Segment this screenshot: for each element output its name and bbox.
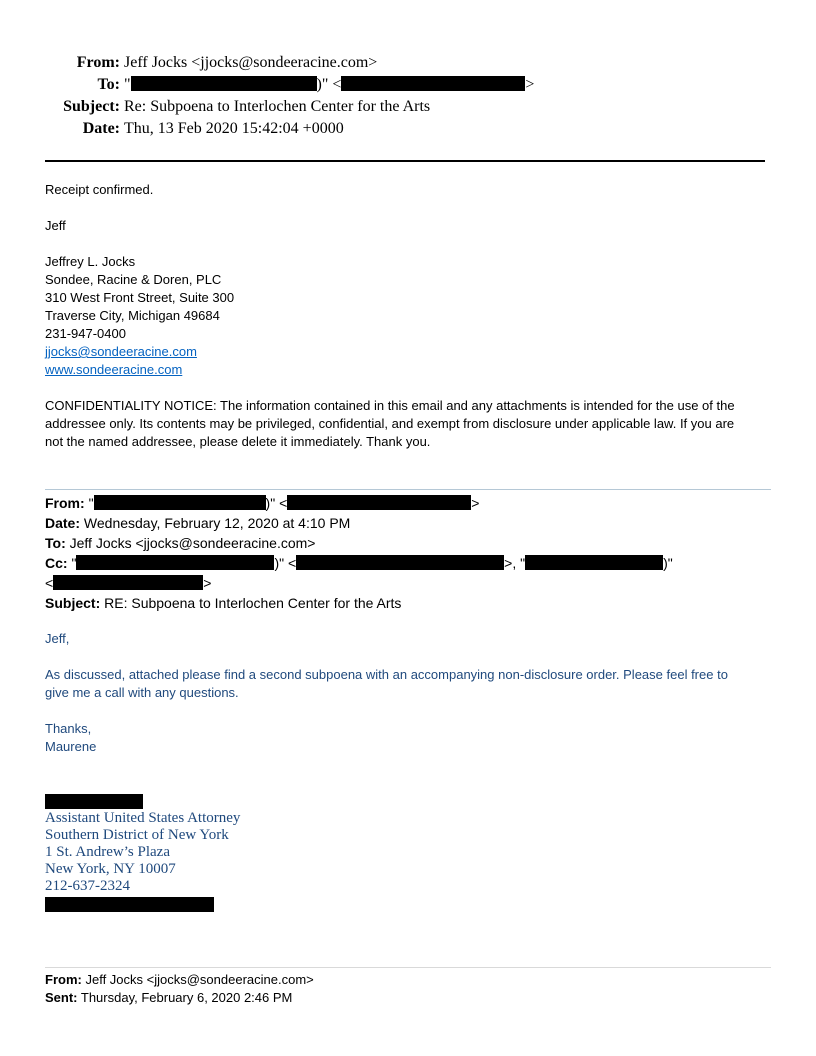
- quoted2-from-label: From:: [45, 972, 82, 987]
- quoted-body: [45, 666, 728, 702]
- quoted-date-label: Date:: [45, 515, 81, 531]
- quoted-subject-label: Subject:: [45, 595, 101, 611]
- quoted-thanks: Thanks,: [45, 721, 92, 736]
- header-date-row: [0, 118, 816, 140]
- redaction-box: [45, 897, 214, 912]
- redaction-box: [94, 495, 266, 510]
- signature-line: Southern District of New York: [45, 827, 229, 843]
- quoted-from-label: From:: [45, 495, 85, 511]
- redaction-box: [45, 794, 143, 809]
- notice-line: CONFIDENTIALITY NOTICE: The information contained in this email and any attachments is intended for the use of the: [45, 398, 735, 413]
- quoted2-from-row: [45, 971, 314, 989]
- from-value: Jeff Jocks <jjocks@sondeeracine.com>: [124, 54, 378, 71]
- redaction-box: [53, 575, 203, 590]
- ausa-signature: [45, 810, 240, 895]
- body-line: As discussed, attached please find a second subpoena with an accompanying non-disclosure order. Please feel free to: [45, 667, 728, 682]
- subject-value: Re: Subpoena to Interlochen Center for the Arts: [124, 98, 431, 115]
- quoted-date-row: [45, 513, 350, 533]
- sender-signature: [45, 253, 234, 379]
- quoted-subject-row: [45, 593, 401, 613]
- quoted-greeting: Jeff,: [45, 631, 70, 646]
- reply-signoff: Jeff: [45, 218, 66, 233]
- quoted-to-value: Jeff Jocks <jjocks@sondeeracine.com>: [69, 535, 316, 551]
- redaction-box: [76, 555, 274, 570]
- date-value: Thu, 13 Feb 2020 15:42:04 +0000: [124, 120, 344, 137]
- quoted2-from-value: Jeff Jocks <jjocks@sondeeracine.com>: [85, 972, 314, 987]
- signature-line: 231-947-0400: [45, 326, 126, 341]
- quoted-divider: [45, 967, 771, 968]
- body-line: give me a call with any questions.: [45, 685, 239, 700]
- redaction-box: [525, 555, 663, 570]
- header-subject-row: [0, 96, 816, 118]
- signature-line: 1 St. Andrew’s Plaza: [45, 844, 170, 860]
- signature-line: Sondee, Racine & Doren, PLC: [45, 272, 222, 287]
- signature-line: 212-637-2324: [45, 878, 130, 894]
- quoted-subject-value: RE: Subpoena to Interlochen Center for the Arts: [104, 595, 402, 611]
- date-label: Date:: [82, 120, 120, 137]
- quoted2-sent-label: Sent:: [45, 990, 78, 1005]
- to-quote-open: ": [124, 76, 131, 93]
- quoted-cc-row: [45, 553, 673, 573]
- from-mid: )" <: [265, 495, 288, 511]
- quoted-from-row: [45, 493, 479, 513]
- header-divider: [45, 160, 765, 162]
- notice-line: addressee only. Its contents may be privileged, confidential, and exempt from disclosure under applicable law. If you are: [45, 416, 735, 431]
- signature-line: Jeffrey L. Jocks: [45, 254, 136, 269]
- quoted-to-row: [45, 533, 315, 553]
- quoted-date-value: Wednesday, February 12, 2020 at 4:10 PM: [83, 515, 351, 531]
- cc-mid: >, ": [504, 555, 526, 571]
- cc-close: >: [203, 575, 212, 591]
- to-mid: )" <: [316, 76, 342, 93]
- quoted2-sent-row: [45, 989, 292, 1007]
- from-label: From:: [76, 54, 120, 71]
- quoted-cc-row-continued: [45, 573, 211, 593]
- cc-end: )": [663, 555, 673, 571]
- quote-mark: ": [88, 495, 94, 511]
- to-close: >: [525, 76, 535, 93]
- signature-line: 310 West Front Street, Suite 300: [45, 290, 235, 305]
- to-label: To:: [97, 76, 120, 93]
- confidentiality-notice: [45, 397, 735, 451]
- subject-label: Subject:: [63, 98, 120, 115]
- quote-mark: ": [71, 555, 77, 571]
- header-from-row: [0, 52, 816, 74]
- redaction-box: [341, 76, 525, 91]
- quoted2-sent-value: Thursday, February 6, 2020 2:46 PM: [80, 990, 293, 1005]
- quoted-cc-label: Cc:: [45, 555, 68, 571]
- quoted-divider: [45, 489, 771, 490]
- email-link[interactable]: jjocks@sondeeracine.com: [45, 344, 197, 359]
- redaction-box: [296, 555, 504, 570]
- notice-line: not the named addressee, please delete it immediately. Thank you.: [45, 434, 431, 449]
- signature-line: New York, NY 10007: [45, 861, 176, 877]
- redaction-box: [287, 495, 471, 510]
- redaction-box: [131, 76, 317, 91]
- header-to-row: [0, 74, 816, 96]
- signature-line: Traverse City, Michigan 49684: [45, 308, 220, 323]
- quoted-to-label: To:: [45, 535, 66, 551]
- cc-mid: )" <: [274, 555, 297, 571]
- cc-open: <: [45, 575, 54, 591]
- to-value: [124, 74, 534, 96]
- signature-line: Assistant United States Attorney: [45, 810, 241, 826]
- website-link[interactable]: www.sondeeracine.com: [45, 362, 183, 377]
- from-close: >: [471, 495, 480, 511]
- quoted-sender-name: Maurene: [45, 739, 97, 754]
- reply-line: Receipt confirmed.: [45, 182, 154, 197]
